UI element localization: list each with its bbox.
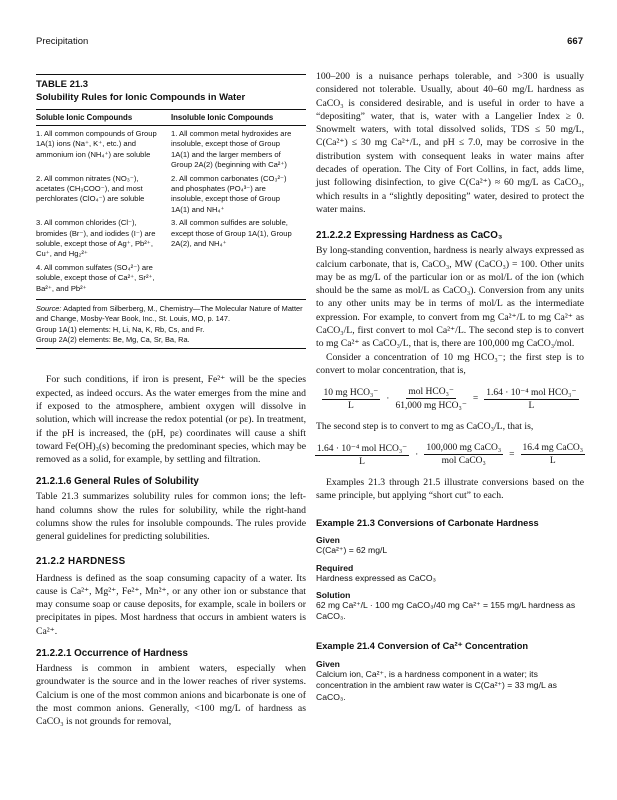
example-title: Example 21.3 Conversions of Carbonate Hardness [316,518,539,529]
numerator: mol HCO₃⁻ [408,387,454,398]
denominator: L [549,456,556,467]
numerator: 100,000 mg CaCO₃ [426,443,502,454]
right-column [316,70,584,703]
table-cell: 1. All common metal hydroxides are insoluble, except those of Group 1A(1) and the larger members of Group 2A(2) (beginning with Ca²⁺) [171,129,292,170]
numerator: 1.64 · 10⁻⁴ mol HCO₃⁻ [316,443,408,454]
fraction [315,443,409,467]
table-cell: 4. All common sulfates (SO₄²⁻) are soluble, except those of Ca²⁺, Sr²⁺, Ba²⁺, and Pb²⁺ [36,262,155,293]
example-text: C(Ca²⁺) = 62 mg/L [316,545,388,556]
paragraph: The second step is to convert to mg as CaCO₃/L, that is, [316,421,534,433]
example-label: Solution [316,589,351,600]
fraction [484,387,578,411]
table-title: Solubility Rules for Ionic Compounds in Water [36,91,246,103]
paragraph: Table 21.3 summarizes solubility rules for common ions; the left-hand columns show the rules for solubility, while the right-hand columns show the rules for insoluble compounds. The rules provide general guidelines for predicting solubilities. [36,491,306,543]
denominator: 61,000 mg HCO₃⁻ [395,401,467,412]
table-header-row [36,110,306,125]
fraction [322,387,381,411]
fraction [395,386,466,411]
table-source-label: Source: [36,304,62,314]
page-number: 667 [567,36,583,47]
table-cell [171,263,306,294]
table-cell: 2. All common nitrates (NO₃⁻), acetates (CH₃COO⁻), and most perchlorates (ClO₄⁻) are soluble [36,173,145,204]
denominator: L [359,456,365,467]
table-row [36,263,306,294]
left-column [36,70,306,729]
example-label: Given [316,535,340,546]
table-rule [36,125,306,126]
paragraph: Hardness is defined as the soap consuming capacity of a water. Its cause is Ca²⁺, Mg²⁺, Fe²⁺, Mn²⁺, or any other ion or substance that may consume soap or cause deposits, for example, scale in boilers or precipitates in pipes. Most hardness that occurs in ambient waters is Ca²⁺. [36,572,306,637]
table-cell: 1. All common compounds of Group 1A(1) ions (Na⁺, K⁺, etc.) and ammonium ion (NH₄⁺) are soluble [36,129,157,159]
operator: = [509,449,515,460]
table-header-soluble: Soluble Ionic Compounds [36,113,133,122]
numerator: 1.64 · 10⁻⁴ mol HCO₃⁻ [486,387,577,398]
denominator: L [528,400,535,411]
example-text: 62 mg Ca²⁺/L · 100 mg CaCO₃/40 mg Ca²⁺ = 155 mg/L hardness as CaCO₃. [316,599,576,622]
numerator: 10 mg HCO₃⁻ [323,387,379,398]
section-heading: 21.2.2.2 Expressing Hardness as CaCO₃ [316,230,503,242]
paragraph: Examples 21.3 through 21.5 illustrate conversions based on the same principle, but applying “short cut” to each. [316,476,584,501]
equation [316,443,584,467]
equation [316,386,584,411]
paragraph: Hardness is common in ambient waters, especially when groundwater is the source and in the lower reaches of river systems. Calcium is one of the most common anions and bicarbonate is one of the most common anions. Generally, <100 mg/L of hardness as CaCO₃ is not grounds for removal, [36,663,306,728]
table-row [36,174,306,216]
table-source [36,304,306,324]
example-label: Required [316,562,354,573]
example-text: Calcium ion, Ca²⁺, is a hardness component in a water; its concentration in the ambient raw water is C(Ca²⁺) = 33 mg/L as CaCO₃. [316,668,557,702]
table-row [36,129,306,171]
section-heading: 21.2.2 HARDNESS [36,555,126,567]
example-title: Example 21.4 Conversion of Ca²⁺ Concentration [316,640,529,651]
denominator: mol CaCO₃ [441,456,486,467]
denominator: L [347,400,354,411]
running-header-section: Precipitation [36,36,89,47]
table-header-insoluble: Insoluble Ionic Compounds [171,113,274,122]
table-bottom-rule [36,348,306,349]
table-cell: 3. All common chlorides (Cl⁻), bromides (Br⁻), and iodides (I⁻) are soluble, except those of Ag⁺, Pb²⁺, Cu⁺, and Hg₂²⁺ [36,218,156,259]
section-heading: 21.2.1.6 General Rules of Solubility [36,476,199,488]
operator: · [386,393,390,404]
paragraph: By long-standing convention, hardness is nearly always expressed as calcium carbonate, that is, CaCO₃, MW (CaCO₃) = 100. Other units may be as mg/L of the particular ion or as mol/L of the ion (which should be the same as mol/L as CaCO₃). Conversion from any units to any other units may be in terms of mol/L as the intermediate expression. For example, to convert from mg Ca²⁺/L to mg Ca²⁺ as CaCO₃/L, first convert to mol Ca²⁺/L. The second step is to convert to mg Ca²⁺ as CaCO₃/L, that is, there are 100,000 mg CaCO₃/mol. [316,245,584,350]
operator: · [415,449,419,460]
table-note: Group 2A(2) elements: Be, Mg, Ca, Sr, Ba, Ra. [36,334,190,344]
table-source-text: Adapted from Silberberg, M., Chemistry—The Molecular Nature of Matter and Change, Mosby-Year Book, Inc., St. Louis, MO, p. 147. [36,304,303,324]
table-number: TABLE 21.3 [36,79,89,90]
paragraph: Consider a concentration of 10 mg HCO₃⁻; the first step is to convert to molar concentration, that is, [316,351,584,376]
example-text: Hardness expressed as CaCO₃ [316,572,437,583]
table-cell: 2. All common carbonates (CO₃²⁻) and phosphates (PO₄³⁻) are insoluble, except those of Group 1A(1) and NH₄⁺ [171,173,287,214]
operator: = [472,393,479,404]
table-cell: 3. All common sulfides are soluble, except those of Group 1A(1), Group 2A(2), and NH₄⁺ [171,218,292,249]
table-note: Group 1A(1) elements: H, Li, Na, K, Rb, Cs, and Fr. [36,324,205,334]
numerator: 16.4 mg CaCO₃ [522,443,584,454]
table-row [36,218,306,260]
table-top-rule [36,74,306,75]
fraction [521,443,586,466]
paragraph: 100–200 is a nuisance perhaps tolerable, and >300 is usually considered not tolerable. Usually, about 40–60 mg/L hardness as CaCO₃ is considered desirable, and is useful in order to have a “depositing” water, that is, water with a Langelier Index ≥ 0. Snowmelt waters, with total dissolved solids, TDS ≤ 50 mg/L, C(Ca²⁺) ≤ 30 mg Ca²⁺/L, and pH ≤ 7.0, may be corrosive in the distribution system with consequent leaks in water mains after decades of operation. The City of Fort Collins, in fact, adds lime, just following disinfection, to give C(Ca²⁺) ≈ 60 mg/L as CaCO₃, which results in a “slightly depositing” water, desired to protect the water mains. [316,71,584,215]
fraction [424,443,503,466]
paragraph: For such conditions, if iron is present, Fe²⁺ will be the species expected, as indeed occurs. As the water emerges from the mine and if exposed to the atmosphere, ambient oxygen will dissolve in solution, which will increase the redox potential (or pε). In treatment, if the pH is increased, the (pH, pε) coordinates will cause a shift toward Fe(OH)₃(s) becoming the predominant species, which may be removed as a solid, for example, by settling and filtration. [36,374,306,466]
example-label: Given [316,658,340,669]
section-heading: 21.2.2.1 Occurrence of Hardness [36,648,188,660]
table-rule [36,299,306,300]
